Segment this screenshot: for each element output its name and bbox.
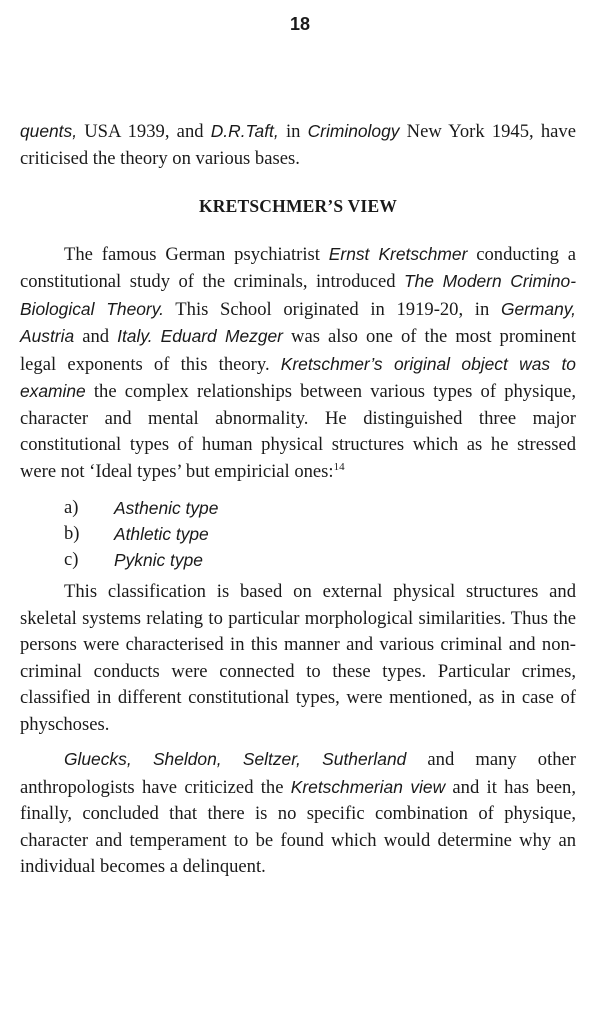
person-name: Ernst Kretschmer	[328, 243, 468, 264]
paragraph-continuation: quents, USA 1939, and D.R.Taft, in Criminology New York 1945, have criticised the theory on various bases.	[20, 121, 576, 169]
country-names: Germany, Austria	[20, 298, 576, 346]
paragraph-kretschmer: The famous German psychiatrist Ernst Kretschmer conducting a constitutional study of the criminals, introduced The Modern Crimino-Biological Theory. This School originated in 1919-20, in Germany, Austria and Italy. Eduard Mezger was also one of the most prominent legal exponents of this theory. Kretschmer’s original object was to examine the complex relationships between various types of physique, character and mental abnormality. He distinguished three major constitutional types of human physical structures which as he stressed were not ‘Ideal types’ but empiricial ones:$^{14}$	[20, 243, 576, 482]
person-name: Eduard Mezger	[160, 326, 283, 346]
paragraph-classification: This classification is based on external physical structures and skeletal systems relating to particular morphological similarities. Thus the persons were characterised in this manner and various criminal and non-criminal conducts were connected to these types. Particular crimes, classified in different constitutional types, were mentioned, as in case of physchoses.	[20, 581, 576, 735]
footnote-ref: 14	[333, 460, 345, 473]
theory-name: The Modern Crimino-Biological Theory.	[20, 271, 576, 319]
paragraph-criticism: Gluecks, Sheldon, Seltzer, Sutherland and many other anthropologists have criticized the Kretschmerian view and it has been, finally, concluded that there is no specific combination of physique, character and temperament to be found which would determine why an individual becomes a delinquent.	[20, 749, 577, 877]
list-marker: b)	[64, 523, 80, 544]
person-names: Gluecks, Sheldon, Seltzer, Sutherland	[64, 749, 407, 769]
list-item-text: Athletic type	[114, 524, 209, 544]
list-marker: a)	[64, 497, 79, 518]
list-item	[20, 495, 576, 521]
type-list	[20, 495, 576, 573]
italic-text: Kretschmer’s original object was to examine	[20, 353, 576, 401]
list-item-text: Asthenic type	[114, 498, 219, 518]
list-marker: c)	[64, 549, 79, 570]
italic-text: Kretschmerian view	[290, 776, 446, 797]
author-name: D.R.Taft,	[210, 121, 279, 141]
list-item	[20, 521, 576, 547]
page-number: 18	[289, 14, 311, 34]
section-heading: KRETSCHMER’S VIEW	[198, 196, 398, 216]
list-item	[20, 547, 576, 573]
page-content	[20, 118, 576, 881]
country-name: Italy.	[117, 326, 153, 346]
list-item-text: Pyknic type	[114, 550, 203, 570]
italic-text: quents,	[20, 121, 78, 141]
book-title: Criminology	[307, 121, 400, 141]
